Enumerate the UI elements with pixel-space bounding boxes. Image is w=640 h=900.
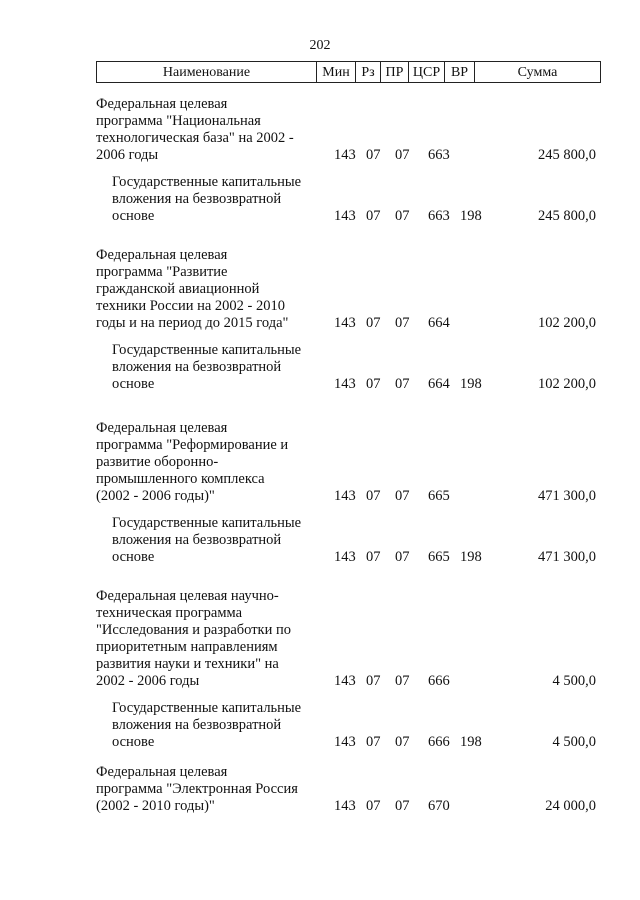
row-name: Государственные капитальные вложения на безвозвратной основе (112, 515, 302, 565)
row-csr: 666 (428, 673, 450, 689)
row-rz: 07 (366, 147, 381, 163)
row-min: 143 (334, 488, 356, 504)
row-pr: 07 (395, 376, 410, 392)
row-sum: 4 500,0 (552, 734, 596, 750)
table-row (0, 247, 640, 332)
row-name: Федеральная целевая программа "Национальная технологическая база" на 2002 - 2006 годы (96, 96, 294, 163)
row-name: Федеральная целевая научно- техническая программа "Исследования и разработки по приоритетным направлениям развития науки и техники" на 2002 - 2006 годы (96, 588, 291, 689)
row-pr: 07 (395, 734, 410, 750)
header-sum: Сумма (517, 64, 558, 80)
row-sum: 471 300,0 (538, 488, 596, 504)
row-min: 143 (334, 376, 356, 392)
table-row (0, 700, 640, 751)
row-pr: 07 (395, 798, 410, 814)
table-row (0, 342, 640, 393)
header-pr: ПР (381, 62, 409, 82)
row-pr: 07 (395, 549, 410, 565)
row-csr: 665 (428, 488, 450, 504)
header-min: Мин (317, 62, 356, 82)
row-csr: 664 (428, 315, 450, 331)
row-sum: 4 500,0 (552, 673, 596, 689)
row-min: 143 (334, 673, 356, 689)
header-name: Наименование (97, 62, 317, 82)
row-min: 143 (334, 315, 356, 331)
table-row (0, 420, 640, 505)
row-rz: 07 (366, 315, 381, 331)
row-min: 143 (334, 549, 356, 565)
row-vr: 198 (460, 734, 482, 750)
row-name: Государственные капитальные вложения на безвозвратной основе (112, 700, 302, 750)
table-header (96, 61, 601, 83)
row-vr: 198 (460, 549, 482, 565)
row-rz: 07 (366, 798, 381, 814)
row-name: Федеральная целевая программа "Развитие гражданской авиационной техники России на 2002 - 2010 годы и на период до 2015 года" (96, 247, 289, 331)
row-name: Государственные капитальные вложения на безвозвратной основе (112, 174, 302, 224)
row-pr: 07 (395, 673, 410, 689)
row-vr: 198 (460, 376, 482, 392)
table-row (0, 588, 640, 690)
row-sum: 245 800,0 (538, 147, 596, 163)
row-csr: 666 (428, 734, 450, 750)
row-sum: 471 300,0 (538, 549, 596, 565)
row-csr: 663 (428, 208, 450, 224)
row-rz: 07 (366, 549, 381, 565)
table-row (0, 174, 640, 225)
row-rz: 07 (366, 208, 381, 224)
row-sum: 102 200,0 (538, 376, 596, 392)
row-min: 143 (334, 798, 356, 814)
row-pr: 07 (395, 315, 410, 331)
row-rz: 07 (366, 376, 381, 392)
row-vr: 198 (460, 208, 482, 224)
row-rz: 07 (366, 673, 381, 689)
page-number: 202 (309, 38, 331, 53)
header-vr: ВР (445, 62, 475, 82)
table-row (0, 764, 640, 815)
table-row (0, 96, 640, 164)
header-csr: ЦСР (409, 62, 445, 82)
row-pr: 07 (395, 488, 410, 504)
row-csr: 663 (428, 147, 450, 163)
row-sum: 24 000,0 (545, 798, 596, 814)
row-pr: 07 (395, 147, 410, 163)
row-sum: 245 800,0 (538, 208, 596, 224)
header-rz: Рз (356, 62, 381, 82)
row-min: 143 (334, 734, 356, 750)
row-csr: 664 (428, 376, 450, 392)
row-name: Государственные капитальные вложения на безвозвратной основе (112, 342, 302, 392)
row-min: 143 (334, 147, 356, 163)
row-rz: 07 (366, 488, 381, 504)
row-csr: 665 (428, 549, 450, 565)
row-min: 143 (334, 208, 356, 224)
row-csr: 670 (428, 798, 450, 814)
row-pr: 07 (395, 208, 410, 224)
table-row (0, 515, 640, 566)
row-name: Федеральная целевая программа "Реформирование и развитие оборонно- промышленного комплекса (2002 - 2006 годы)" (96, 420, 289, 504)
row-sum: 102 200,0 (538, 315, 596, 331)
row-name: Федеральная целевая программа "Электронная Россия (2002 - 2010 годы)" (96, 764, 298, 814)
row-rz: 07 (366, 734, 381, 750)
